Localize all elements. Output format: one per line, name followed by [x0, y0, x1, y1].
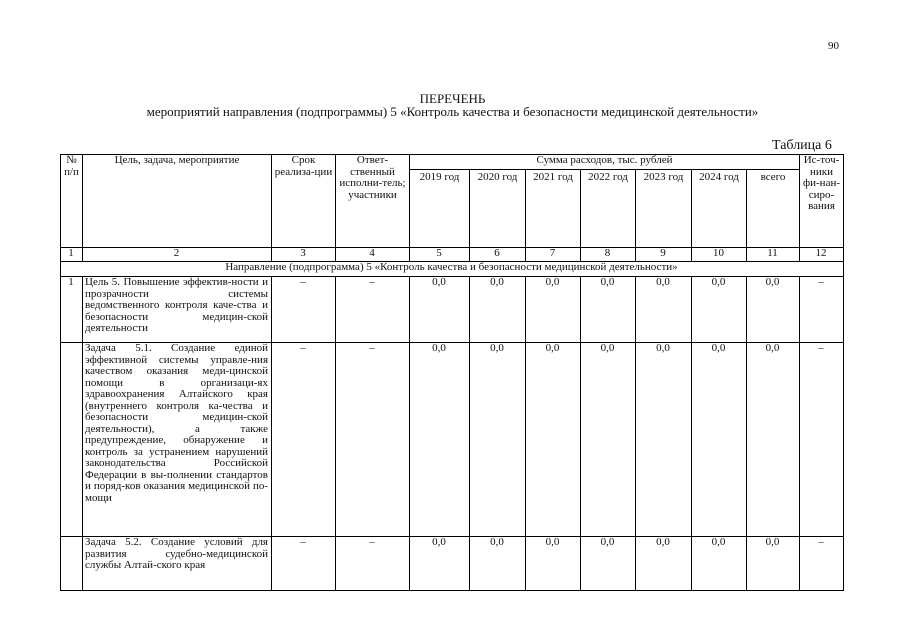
- column-number: 8: [604, 248, 611, 259]
- column-number: 9: [660, 248, 666, 259]
- row-term: –: [300, 277, 306, 288]
- row-description: Задача 5.2. Создание условий для развития судебно-медицинской службы Алтай-ского края: [85, 537, 268, 571]
- row-number: [62, 343, 80, 535]
- header-responsible: Ответ-ственный исполни-тель; участники: [339, 155, 406, 201]
- row-value: 0,0: [711, 277, 726, 288]
- document-subtitle: мероприятий направления (подпрограммы) 5 «Контроль качества и безопасности медицинской деятельности»: [146, 104, 759, 119]
- column-number: 6: [494, 248, 500, 259]
- row-value: 0,0: [490, 277, 504, 288]
- table-rule: [271, 154, 272, 262]
- row-source: –: [818, 277, 824, 288]
- table-rule: [799, 154, 800, 262]
- table-rule: [409, 169, 800, 170]
- column-number: 4: [369, 248, 375, 259]
- row-value: 0,0: [765, 277, 780, 288]
- header-year: 2024 год: [699, 172, 739, 183]
- row-value: 0,0: [545, 343, 560, 354]
- column-number: 10: [713, 248, 724, 259]
- table-rule: [469, 276, 470, 591]
- row-value: 0,0: [432, 277, 446, 288]
- row-value: 0,0: [432, 537, 446, 548]
- row-value: 0,0: [656, 343, 670, 354]
- row-value: 0,0: [600, 277, 615, 288]
- table-rule: [525, 276, 526, 591]
- column-number: 1: [68, 248, 74, 259]
- row-responsible: –: [369, 277, 375, 288]
- header-year: 2022 год: [588, 172, 628, 183]
- table-rule: [60, 154, 61, 591]
- column-number: 12: [815, 248, 827, 259]
- row-number: 1: [68, 277, 74, 288]
- document-title: ПЕРЕЧЕНЬ: [419, 91, 486, 106]
- row-value: 0,0: [490, 537, 504, 548]
- row-value: 0,0: [765, 537, 780, 548]
- row-description: Цель 5. Повышение эффектив-ности и прозрачности системы ведомственного контроля каче-ства и безопасности медицин-ской деятельности: [85, 277, 268, 334]
- row-value: 0,0: [765, 343, 780, 354]
- row-value: 0,0: [432, 343, 446, 354]
- header-year: всего: [760, 172, 786, 183]
- column-number: 7: [549, 248, 556, 259]
- row-term: –: [300, 343, 306, 354]
- row-responsible: –: [369, 343, 375, 354]
- header-goal: Цель, задача, мероприятие: [114, 155, 240, 166]
- table-rule: [635, 276, 636, 591]
- header-year: 2020 год: [477, 172, 518, 183]
- table-rule: [335, 276, 336, 591]
- table-rule: [799, 276, 800, 591]
- table-rule: [82, 154, 83, 262]
- header-year: 2023 год: [643, 172, 684, 183]
- column-number: 11: [767, 248, 778, 259]
- row-value: 0,0: [711, 343, 726, 354]
- expenses-table: [60, 154, 843, 590]
- header-sources: Ис-точ-ники фи-нан-сиро-вания: [803, 155, 840, 212]
- column-number: 3: [300, 248, 306, 259]
- row-value: 0,0: [600, 537, 615, 548]
- row-source: –: [818, 343, 824, 354]
- row-value: 0,0: [600, 343, 615, 354]
- row-source: –: [818, 537, 824, 548]
- row-description: Задача 5.1. Создание единой эффективной системы управле-ния качеством оказания меди-цинской помощи в организаци-ях здравоохранения Алтайского края (внутреннего контроля ка-чества и безопасности медицин-ской деятельности), а также предупреждение, обнаружение и контроль за устранением нарушений законодательства Российской Федерации в вы-полнении стандартов и поряд-ков оказания медицинской по-мощи: [85, 343, 268, 504]
- column-number: 2: [173, 248, 180, 259]
- column-number: 5: [436, 248, 442, 259]
- row-term: –: [300, 537, 306, 548]
- row-value: 0,0: [711, 537, 726, 548]
- table-rule: [335, 154, 336, 262]
- header-number: № п/п: [64, 155, 79, 178]
- row-responsible: –: [369, 537, 375, 548]
- row-value: 0,0: [656, 537, 670, 548]
- table-rule: [409, 154, 410, 262]
- row-value: 0,0: [490, 343, 504, 354]
- header-sum-title: Сумма расходов, тыс. рублей: [536, 155, 673, 166]
- table-rule: [843, 154, 844, 591]
- row-number: [62, 537, 80, 589]
- row-value: 0,0: [656, 277, 670, 288]
- table-rule: [580, 276, 581, 591]
- table-rule: [746, 276, 747, 591]
- table-rule: [691, 276, 692, 591]
- page-number: 90: [828, 40, 839, 52]
- row-value: 0,0: [545, 277, 560, 288]
- table-rule: [271, 276, 272, 591]
- section-row-title: Направление (подпрограмма) 5 «Контроль качества и безопасности медицинской деятельности»: [225, 262, 678, 273]
- table-label: Таблица 6: [772, 138, 832, 153]
- header-term: Срок реализа-ции: [274, 155, 333, 178]
- header-year: 2019 год: [419, 172, 460, 183]
- header-year: 2021 год: [533, 172, 573, 183]
- table-rule: [409, 276, 410, 591]
- row-value: 0,0: [545, 537, 560, 548]
- table-rule: [60, 590, 844, 591]
- table-rule: [82, 276, 83, 591]
